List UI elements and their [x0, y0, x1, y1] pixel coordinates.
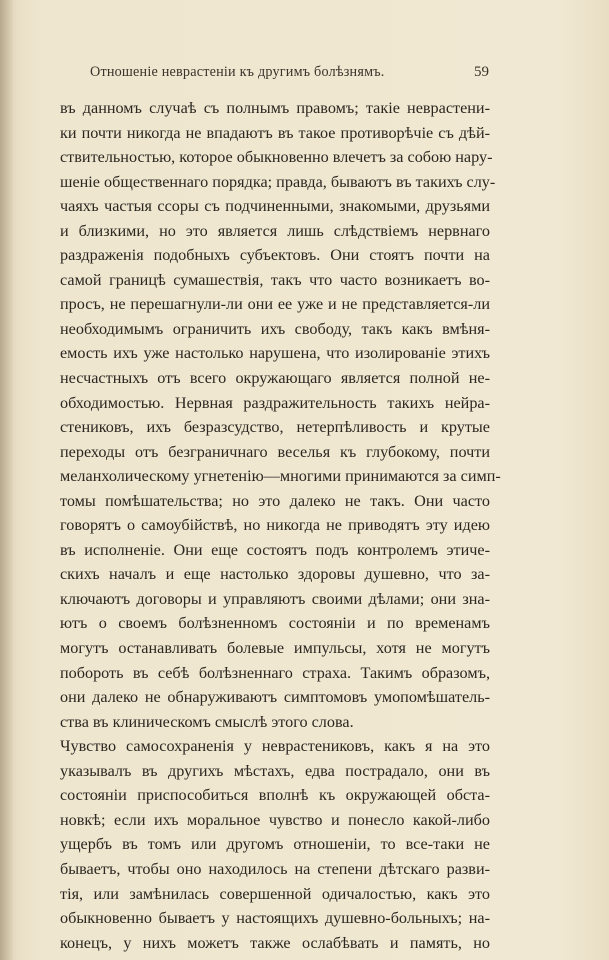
text-line: ютъ о своемъ болѣзненномъ состоянiи и по временамъ [60, 614, 490, 633]
text-line: необходимымъ ограничить ихъ свободу, такъ какъ вмѣня- [60, 319, 490, 338]
text-line: ключаютъ договоры и управляютъ своими дѣлами; они зна- [60, 589, 490, 608]
text-line: самой границѣ сумашествiя, такъ что часто возникаетъ во- [60, 270, 490, 289]
text-line: Чувство самосохраненiя у неврастениковъ, какъ я на это [60, 737, 490, 756]
page-header [60, 62, 490, 84]
text-line: тiя, или замѣнилась совершенной одичалостью, какъ это [60, 884, 490, 903]
text-line: ущербъ въ томъ или другомъ отношенiи, то все-таки не [60, 835, 490, 854]
text-line: указывалъ въ другихъ мѣстахъ, едва пострадало, они въ [60, 761, 490, 780]
text-line: меланхолическому угнетенiю—многими принимаются за симп- [60, 467, 501, 486]
text-line: емость ихъ уже настолько нарушена, что изолированiе этихъ [60, 344, 490, 363]
text-line: и близкими, но это является лишь слѣдствiемъ нервнаго [60, 221, 490, 240]
spine-shadow [0, 0, 14, 960]
body-text [60, 96, 501, 955]
text-line: побороть въ себѣ болѣзненнаго страха. Такимъ образомъ, [60, 663, 490, 682]
text-line: ства въ клиническомъ смыслѣ этого слова. [60, 712, 354, 731]
text-line: скихъ началъ и еще настолько здоровы душевно, что за- [60, 565, 490, 584]
text-line: чаяхъ частыя ссоры съ подчиненными, знакомыми, друзьями [60, 197, 490, 216]
text-line: конецъ, у нихъ можетъ также ослабѣвать и память, но [60, 933, 490, 952]
page-number: 59 [474, 64, 489, 80]
text-line: могутъ останавливать болевые импульсы, хотя не могутъ [60, 639, 490, 658]
text-line: новкѣ; если ихъ моральное чувство и понесло какой-либо [60, 810, 490, 829]
text-line: состоянiи приспособиться вполнѣ къ окружающей обста- [60, 786, 490, 805]
text-line: въ исполненiе. Они еще состоятъ подъ контролемъ этиче- [60, 540, 490, 559]
text-line: переходы отъ безграничнаго веселья къ глубокому, почти [60, 442, 490, 461]
text-line: шенiе общественнаго порядка; правда, бываютъ въ такихъ слу- [60, 172, 496, 191]
running-title: Отношенiе неврастенiи къ другимъ болѣзнямъ. [90, 64, 385, 80]
text-line: бываетъ, чтобы оно находилось на степени дѣтскаго разви- [60, 859, 490, 878]
text-line: въ данномъ случаѣ съ полнымъ правомъ; такiе неврастени- [60, 99, 490, 117]
text-line: ки почти никогда не впадаютъ въ такое противорѣчiе съ дѣй- [60, 123, 490, 142]
text-line: обыкновенно бываетъ у настоящихъ душевно-больныхъ; на- [60, 909, 490, 928]
text-line: обходимостью. Нервная раздражительность такихъ нейра- [60, 393, 490, 412]
text-line: ствительностью, которое обыкновенно влечетъ за собою нару- [60, 148, 493, 167]
text-line: говорятъ о самоубiйствѣ, но никогда не приводятъ эту идею [60, 516, 490, 535]
text-line: просъ, не перешагнули-ли они ее уже и не представляется-ли [60, 295, 490, 314]
text-line: стениковъ, ихъ безразсудство, нетерпѣливость и крутые [60, 418, 490, 437]
text-line: раздраженiя подобныхъ субъектовъ. Они стоятъ почти на [60, 246, 490, 265]
text-line: томы помѣшательства; но это далеко не такъ. Они часто [60, 491, 490, 510]
text-line: они далеко не обнаруживаютъ симптомовъ умопомѣшатель- [60, 688, 490, 707]
text-line: несчастныхъ отъ всего окружающаго является полной не- [60, 369, 490, 388]
